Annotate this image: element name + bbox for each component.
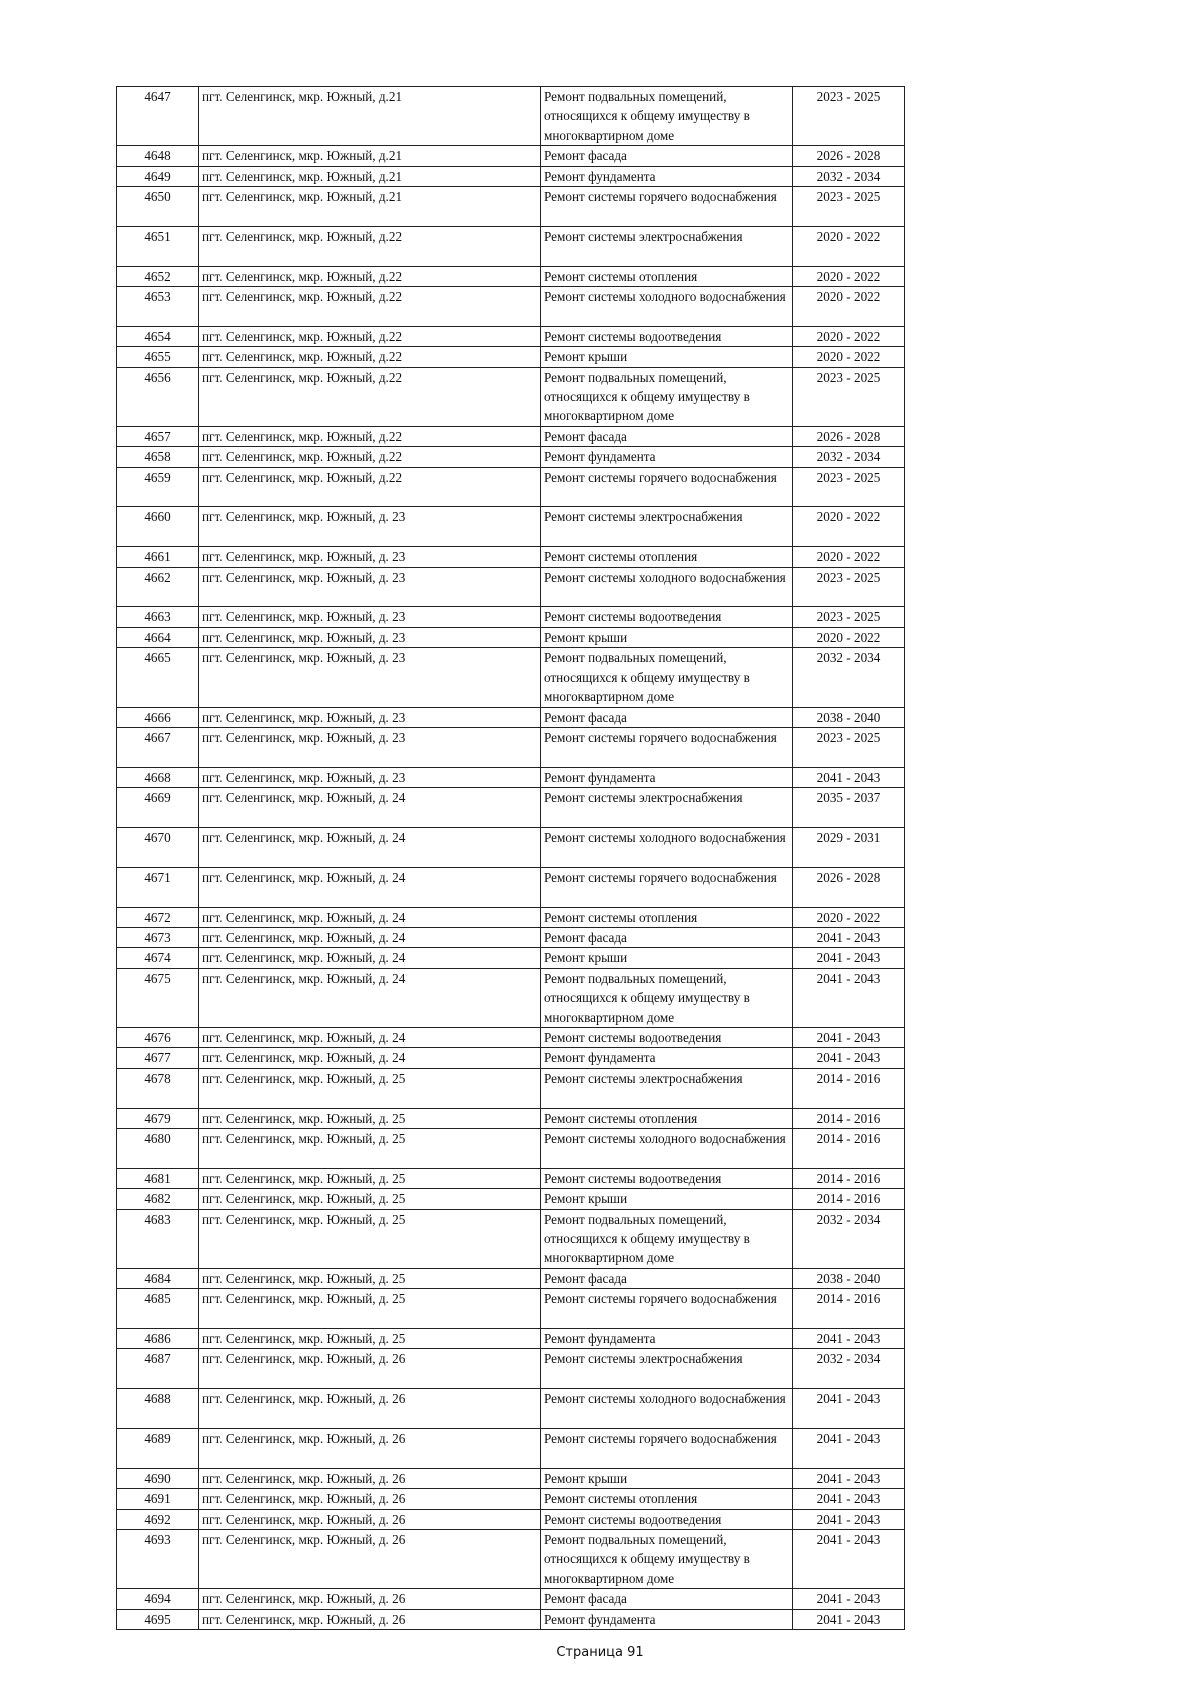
table-row [117, 827, 905, 867]
row-number-cell: 4664 [117, 627, 199, 647]
row-number-cell: 4695 [117, 1609, 199, 1629]
table-row [117, 1027, 905, 1047]
address-cell: пгт. Селенгинск, мкр. Южный, д. 25 [199, 1168, 541, 1188]
row-number-cell: 4689 [117, 1428, 199, 1468]
address-cell: пгт. Селенгинск, мкр. Южный, д. 25 [199, 1068, 541, 1108]
period-cell: 2026 - 2028 [793, 867, 905, 907]
period-cell: 2041 - 2043 [793, 1589, 905, 1609]
period-cell: 2041 - 2043 [793, 1389, 905, 1429]
table-row [117, 567, 905, 607]
period-cell: 2035 - 2037 [793, 788, 905, 828]
address-cell: пгт. Селенгинск, мкр. Южный, д. 25 [199, 1268, 541, 1288]
row-number-cell: 4661 [117, 547, 199, 567]
address-cell: пгт. Селенгинск, мкр. Южный, д. 24 [199, 1027, 541, 1047]
row-number-cell: 4663 [117, 607, 199, 627]
work-type-cell: Ремонт крыши [541, 347, 793, 367]
work-type-cell: Ремонт системы электроснабжения [541, 507, 793, 547]
work-type-cell: Ремонт фундамента [541, 1328, 793, 1348]
period-cell: 2023 - 2025 [793, 567, 905, 607]
address-cell: пгт. Селенгинск, мкр. Южный, д. 25 [199, 1209, 541, 1268]
row-number-cell: 4671 [117, 867, 199, 907]
address-cell: пгт. Селенгинск, мкр. Южный, д. 26 [199, 1530, 541, 1589]
period-cell: 2032 - 2034 [793, 166, 905, 186]
table-row [117, 607, 905, 627]
work-type-cell: Ремонт фасада [541, 707, 793, 727]
row-number-cell: 4650 [117, 187, 199, 227]
work-type-cell: Ремонт фасада [541, 1268, 793, 1288]
row-number-cell: 4684 [117, 1268, 199, 1288]
table-row [117, 1389, 905, 1429]
address-cell: пгт. Селенгинск, мкр. Южный, д. 23 [199, 707, 541, 727]
period-cell: 2020 - 2022 [793, 347, 905, 367]
row-number-cell: 4691 [117, 1489, 199, 1509]
work-type-cell: Ремонт подвальных помещений, относящихся к общему имуществу в многоквартирном доме [541, 648, 793, 707]
row-number-cell: 4676 [117, 1027, 199, 1047]
row-number-cell: 4654 [117, 326, 199, 346]
table-row [117, 1108, 905, 1128]
period-cell: 2020 - 2022 [793, 266, 905, 286]
work-type-cell: Ремонт системы горячего водоснабжения [541, 1289, 793, 1329]
period-cell: 2041 - 2043 [793, 1609, 905, 1629]
work-type-cell: Ремонт системы электроснабжения [541, 1068, 793, 1108]
table-row [117, 948, 905, 968]
period-cell: 2041 - 2043 [793, 968, 905, 1027]
work-type-cell: Ремонт системы отопления [541, 266, 793, 286]
row-number-cell: 4680 [117, 1128, 199, 1168]
row-number-cell: 4652 [117, 266, 199, 286]
address-cell: пгт. Селенгинск, мкр. Южный, д.22 [199, 367, 541, 426]
work-type-cell: Ремонт системы холодного водоснабжения [541, 827, 793, 867]
address-cell: пгт. Селенгинск, мкр. Южный, д.21 [199, 87, 541, 146]
work-type-cell: Ремонт подвальных помещений, относящихся к общему имуществу в многоквартирном доме [541, 87, 793, 146]
work-type-cell: Ремонт фасада [541, 146, 793, 166]
row-number-cell: 4656 [117, 367, 199, 426]
address-cell: пгт. Селенгинск, мкр. Южный, д.22 [199, 447, 541, 467]
period-cell: 2041 - 2043 [793, 927, 905, 947]
address-cell: пгт. Селенгинск, мкр. Южный, д. 26 [199, 1349, 541, 1389]
row-number-cell: 4675 [117, 968, 199, 1027]
table-row [117, 1530, 905, 1589]
row-number-cell: 4678 [117, 1068, 199, 1108]
table-row [117, 1289, 905, 1329]
work-type-cell: Ремонт системы отопления [541, 907, 793, 927]
row-number-cell: 4687 [117, 1349, 199, 1389]
work-type-cell: Ремонт системы отопления [541, 547, 793, 567]
period-cell: 2041 - 2043 [793, 1027, 905, 1047]
row-number-cell: 4658 [117, 447, 199, 467]
period-cell: 2041 - 2043 [793, 1530, 905, 1589]
table-row [117, 907, 905, 927]
row-number-cell: 4694 [117, 1589, 199, 1609]
period-cell: 2020 - 2022 [793, 326, 905, 346]
table-row [117, 1128, 905, 1168]
row-number-cell: 4679 [117, 1108, 199, 1128]
address-cell: пгт. Селенгинск, мкр. Южный, д. 25 [199, 1128, 541, 1168]
period-cell: 2041 - 2043 [793, 1428, 905, 1468]
table-row [117, 266, 905, 286]
address-cell: пгт. Селенгинск, мкр. Южный, д. 24 [199, 867, 541, 907]
table-row [117, 1509, 905, 1529]
period-cell: 2041 - 2043 [793, 767, 905, 787]
work-type-cell: Ремонт системы отопления [541, 1489, 793, 1509]
period-cell: 2041 - 2043 [793, 1468, 905, 1488]
table-row [117, 707, 905, 727]
table-row [117, 1068, 905, 1108]
period-cell: 2020 - 2022 [793, 226, 905, 266]
table-row [117, 1189, 905, 1209]
period-cell: 2023 - 2025 [793, 367, 905, 426]
work-type-cell: Ремонт подвальных помещений, относящихся к общему имуществу в многоквартирном доме [541, 1530, 793, 1589]
address-cell: пгт. Селенгинск, мкр. Южный, д. 26 [199, 1609, 541, 1629]
address-cell: пгт. Селенгинск, мкр. Южный, д. 23 [199, 567, 541, 607]
work-type-cell: Ремонт системы холодного водоснабжения [541, 1389, 793, 1429]
address-cell: пгт. Селенгинск, мкр. Южный, д.22 [199, 347, 541, 367]
table-row [117, 166, 905, 186]
table-row [117, 146, 905, 166]
address-cell: пгт. Селенгинск, мкр. Южный, д.22 [199, 326, 541, 346]
table-row [117, 1209, 905, 1268]
work-type-cell: Ремонт фасада [541, 1589, 793, 1609]
table-row [117, 467, 905, 507]
period-cell: 2023 - 2025 [793, 187, 905, 227]
row-number-cell: 4683 [117, 1209, 199, 1268]
table-row [117, 1468, 905, 1488]
row-number-cell: 4674 [117, 948, 199, 968]
address-cell: пгт. Селенгинск, мкр. Южный, д. 26 [199, 1389, 541, 1429]
period-cell: 2032 - 2034 [793, 648, 905, 707]
table-row [117, 767, 905, 787]
work-type-cell: Ремонт фундамента [541, 1609, 793, 1629]
period-cell: 2032 - 2034 [793, 1349, 905, 1389]
work-type-cell: Ремонт системы горячего водоснабжения [541, 1428, 793, 1468]
address-cell: пгт. Селенгинск, мкр. Южный, д.21 [199, 166, 541, 186]
row-number-cell: 4657 [117, 426, 199, 446]
row-number-cell: 4673 [117, 927, 199, 947]
table-row [117, 426, 905, 446]
work-type-cell: Ремонт фасада [541, 426, 793, 446]
work-type-cell: Ремонт крыши [541, 1189, 793, 1209]
work-type-cell: Ремонт системы водоотведения [541, 1168, 793, 1188]
row-number-cell: 4692 [117, 1509, 199, 1529]
address-cell: пгт. Селенгинск, мкр. Южный, д. 25 [199, 1328, 541, 1348]
address-cell: пгт. Селенгинск, мкр. Южный, д. 26 [199, 1428, 541, 1468]
address-cell: пгт. Селенгинск, мкр. Южный, д. 24 [199, 927, 541, 947]
address-cell: пгт. Селенгинск, мкр. Южный, д. 25 [199, 1189, 541, 1209]
work-type-cell: Ремонт системы горячего водоснабжения [541, 867, 793, 907]
work-type-cell: Ремонт фундамента [541, 447, 793, 467]
table-row [117, 1328, 905, 1348]
address-cell: пгт. Селенгинск, мкр. Южный, д. 23 [199, 648, 541, 707]
table-row [117, 326, 905, 346]
work-type-cell: Ремонт крыши [541, 1468, 793, 1488]
work-type-cell: Ремонт системы водоотведения [541, 607, 793, 627]
table-row [117, 547, 905, 567]
address-cell: пгт. Селенгинск, мкр. Южный, д. 23 [199, 627, 541, 647]
table-row [117, 788, 905, 828]
table-row [117, 1349, 905, 1389]
period-cell: 2038 - 2040 [793, 1268, 905, 1288]
table-row [117, 1609, 905, 1629]
period-cell: 2038 - 2040 [793, 707, 905, 727]
period-cell: 2023 - 2025 [793, 87, 905, 146]
work-type-cell: Ремонт системы водоотведения [541, 326, 793, 346]
row-number-cell: 4660 [117, 507, 199, 547]
row-number-cell: 4647 [117, 87, 199, 146]
table-row [117, 447, 905, 467]
period-cell: 2020 - 2022 [793, 907, 905, 927]
address-cell: пгт. Селенгинск, мкр. Южный, д. 24 [199, 907, 541, 927]
period-cell: 2014 - 2016 [793, 1168, 905, 1188]
row-number-cell: 4672 [117, 907, 199, 927]
period-cell: 2023 - 2025 [793, 607, 905, 627]
work-type-cell: Ремонт крыши [541, 948, 793, 968]
address-cell: пгт. Селенгинск, мкр. Южный, д. 26 [199, 1589, 541, 1609]
work-type-cell: Ремонт фундамента [541, 767, 793, 787]
address-cell: пгт. Селенгинск, мкр. Южный, д. 26 [199, 1468, 541, 1488]
period-cell: 2041 - 2043 [793, 948, 905, 968]
period-cell: 2023 - 2025 [793, 727, 905, 767]
page-number: Страница 91 [556, 1645, 644, 1660]
table-row [117, 648, 905, 707]
period-cell: 2032 - 2034 [793, 447, 905, 467]
row-number-cell: 4666 [117, 707, 199, 727]
period-cell: 2014 - 2016 [793, 1128, 905, 1168]
address-cell: пгт. Селенгинск, мкр. Южный, д. 25 [199, 1289, 541, 1329]
period-cell: 2041 - 2043 [793, 1489, 905, 1509]
period-cell: 2032 - 2034 [793, 1209, 905, 1268]
period-cell: 2014 - 2016 [793, 1289, 905, 1329]
work-type-cell: Ремонт системы электроснабжения [541, 1349, 793, 1389]
row-number-cell: 4667 [117, 727, 199, 767]
work-type-cell: Ремонт системы холодного водоснабжения [541, 1128, 793, 1168]
work-type-cell: Ремонт фасада [541, 927, 793, 947]
table-row [117, 927, 905, 947]
period-cell: 2020 - 2022 [793, 287, 905, 327]
work-type-cell: Ремонт системы электроснабжения [541, 788, 793, 828]
row-number-cell: 4649 [117, 166, 199, 186]
row-number-cell: 4677 [117, 1048, 199, 1068]
period-cell: 2041 - 2043 [793, 1048, 905, 1068]
work-type-cell: Ремонт подвальных помещений, относящихся к общему имуществу в многоквартирном доме [541, 968, 793, 1027]
work-type-cell: Ремонт подвальных помещений, относящихся к общему имуществу в многоквартирном доме [541, 1209, 793, 1268]
table-row [117, 727, 905, 767]
row-number-cell: 4681 [117, 1168, 199, 1188]
table-row [117, 187, 905, 227]
row-number-cell: 4653 [117, 287, 199, 327]
row-number-cell: 4669 [117, 788, 199, 828]
address-cell: пгт. Селенгинск, мкр. Южный, д. 23 [199, 547, 541, 567]
address-cell: пгт. Селенгинск, мкр. Южный, д.21 [199, 187, 541, 227]
period-cell: 2020 - 2022 [793, 547, 905, 567]
period-cell: 2041 - 2043 [793, 1328, 905, 1348]
period-cell: 2020 - 2022 [793, 507, 905, 547]
table-row [117, 367, 905, 426]
period-cell: 2026 - 2028 [793, 426, 905, 446]
row-number-cell: 4685 [117, 1289, 199, 1329]
table-row [117, 627, 905, 647]
address-cell: пгт. Селенгинск, мкр. Южный, д. 24 [199, 968, 541, 1027]
work-type-cell: Ремонт системы холодного водоснабжения [541, 567, 793, 607]
work-type-cell: Ремонт крыши [541, 627, 793, 647]
table-row [117, 867, 905, 907]
period-cell: 2041 - 2043 [793, 1509, 905, 1529]
table-row [117, 87, 905, 146]
table-row [117, 1589, 905, 1609]
period-cell: 2014 - 2016 [793, 1068, 905, 1108]
row-number-cell: 4670 [117, 827, 199, 867]
period-cell: 2014 - 2016 [793, 1108, 905, 1128]
work-type-cell: Ремонт фундамента [541, 166, 793, 186]
address-cell: пгт. Селенгинск, мкр. Южный, д. 24 [199, 827, 541, 867]
row-number-cell: 4688 [117, 1389, 199, 1429]
row-number-cell: 4693 [117, 1530, 199, 1589]
table-row [117, 226, 905, 266]
address-cell: пгт. Селенгинск, мкр. Южный, д. 24 [199, 788, 541, 828]
row-number-cell: 4686 [117, 1328, 199, 1348]
period-cell: 2020 - 2022 [793, 627, 905, 647]
work-type-cell: Ремонт подвальных помещений, относящихся к общему имуществу в многоквартирном доме [541, 367, 793, 426]
row-number-cell: 4668 [117, 767, 199, 787]
period-cell: 2026 - 2028 [793, 146, 905, 166]
address-cell: пгт. Селенгинск, мкр. Южный, д.22 [199, 226, 541, 266]
period-cell: 2023 - 2025 [793, 467, 905, 507]
table-row [117, 1168, 905, 1188]
address-cell: пгт. Селенгинск, мкр. Южный, д.21 [199, 146, 541, 166]
work-type-cell: Ремонт системы горячего водоснабжения [541, 727, 793, 767]
row-number-cell: 4690 [117, 1468, 199, 1488]
table-row [117, 507, 905, 547]
address-cell: пгт. Селенгинск, мкр. Южный, д. 24 [199, 1048, 541, 1068]
work-type-cell: Ремонт системы холодного водоснабжения [541, 287, 793, 327]
address-cell: пгт. Селенгинск, мкр. Южный, д.22 [199, 467, 541, 507]
table-row [117, 968, 905, 1027]
table-body [117, 87, 905, 1630]
table-row [117, 1268, 905, 1288]
work-type-cell: Ремонт системы водоотведения [541, 1027, 793, 1047]
row-number-cell: 4659 [117, 467, 199, 507]
row-number-cell: 4682 [117, 1189, 199, 1209]
period-cell: 2014 - 2016 [793, 1189, 905, 1209]
table-row [117, 287, 905, 327]
row-number-cell: 4648 [117, 146, 199, 166]
address-cell: пгт. Селенгинск, мкр. Южный, д.22 [199, 287, 541, 327]
address-cell: пгт. Селенгинск, мкр. Южный, д.22 [199, 266, 541, 286]
work-type-cell: Ремонт системы электроснабжения [541, 226, 793, 266]
work-type-cell: Ремонт фундамента [541, 1048, 793, 1068]
address-cell: пгт. Селенгинск, мкр. Южный, д. 26 [199, 1489, 541, 1509]
row-number-cell: 4662 [117, 567, 199, 607]
table-row [117, 1428, 905, 1468]
address-cell: пгт. Селенгинск, мкр. Южный, д. 23 [199, 507, 541, 547]
row-number-cell: 4651 [117, 226, 199, 266]
address-cell: пгт. Селенгинск, мкр. Южный, д. 23 [199, 607, 541, 627]
work-type-cell: Ремонт системы горячего водоснабжения [541, 467, 793, 507]
work-type-cell: Ремонт системы горячего водоснабжения [541, 187, 793, 227]
work-type-cell: Ремонт системы водоотведения [541, 1509, 793, 1529]
row-number-cell: 4665 [117, 648, 199, 707]
address-cell: пгт. Селенгинск, мкр. Южный, д. 24 [199, 948, 541, 968]
address-cell: пгт. Селенгинск, мкр. Южный, д. 26 [199, 1509, 541, 1529]
address-cell: пгт. Селенгинск, мкр. Южный, д.22 [199, 426, 541, 446]
address-cell: пгт. Селенгинск, мкр. Южный, д. 23 [199, 767, 541, 787]
table-row [117, 347, 905, 367]
table-row [117, 1489, 905, 1509]
repair-schedule-table [116, 86, 905, 1630]
address-cell: пгт. Селенгинск, мкр. Южный, д. 23 [199, 727, 541, 767]
table-row [117, 1048, 905, 1068]
row-number-cell: 4655 [117, 347, 199, 367]
period-cell: 2029 - 2031 [793, 827, 905, 867]
work-type-cell: Ремонт системы отопления [541, 1108, 793, 1128]
address-cell: пгт. Селенгинск, мкр. Южный, д. 25 [199, 1108, 541, 1128]
